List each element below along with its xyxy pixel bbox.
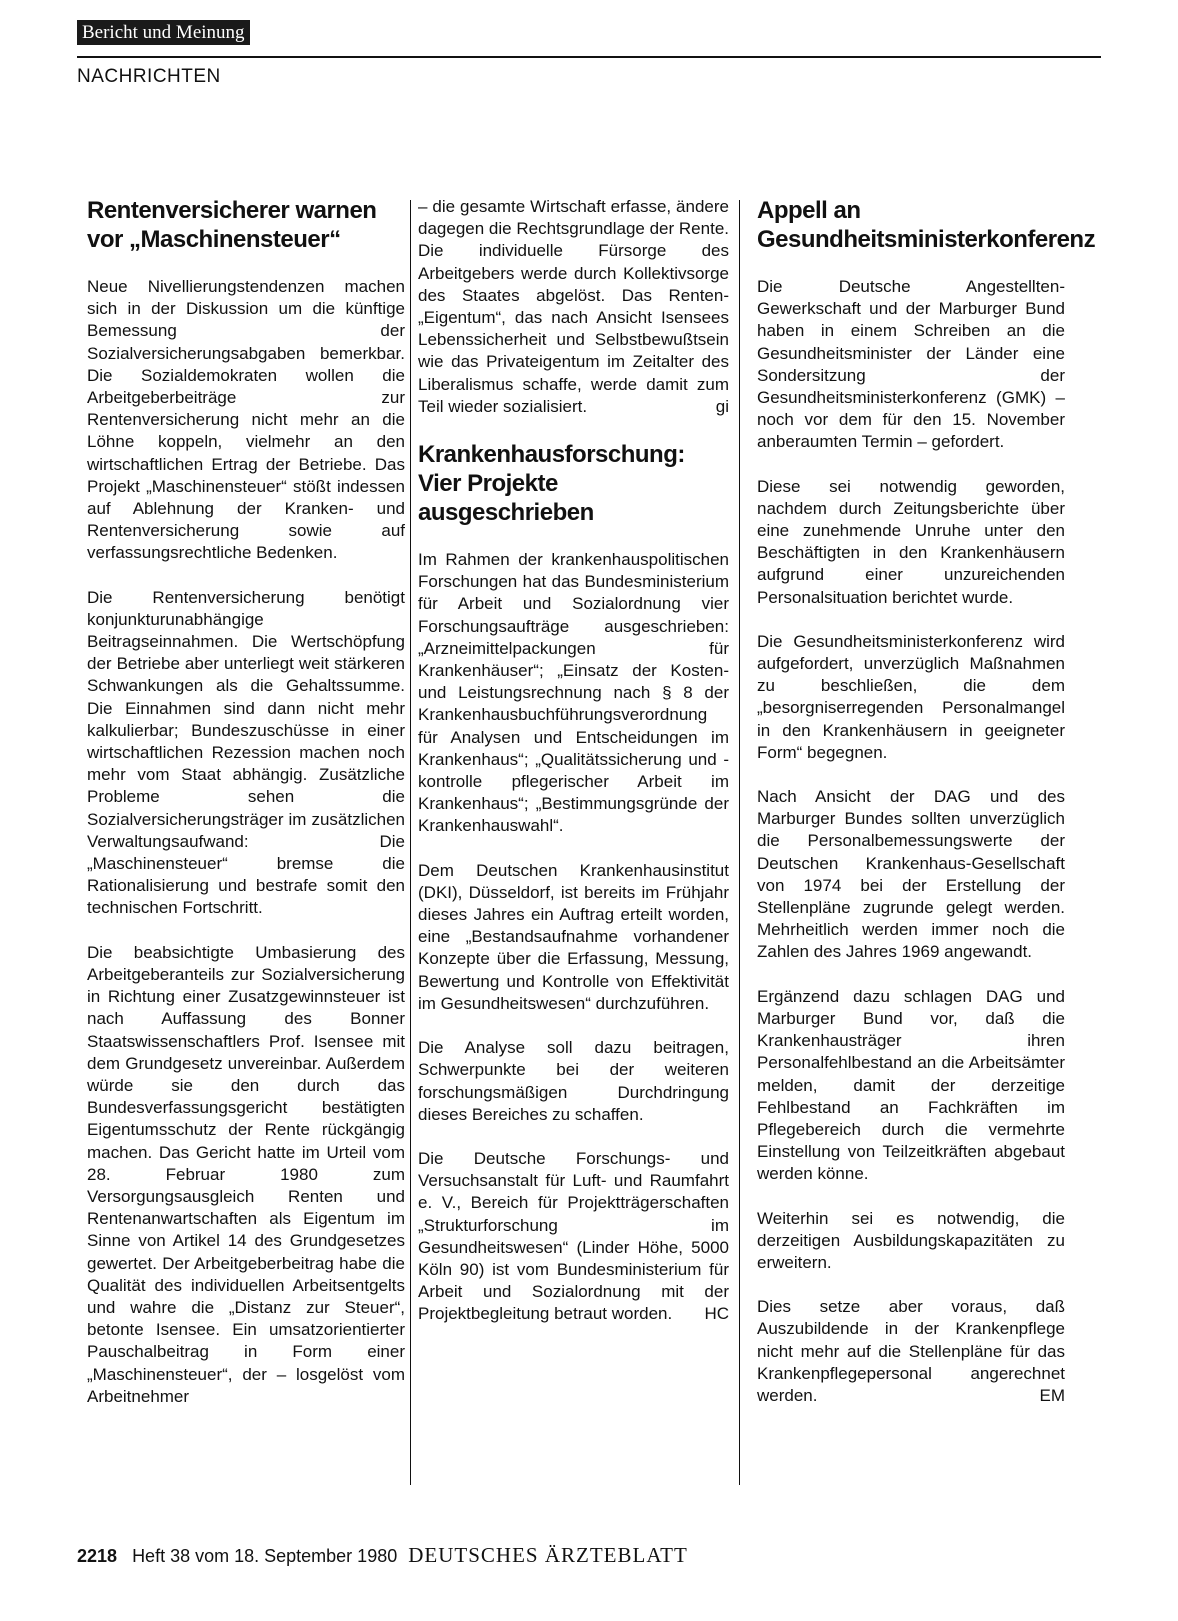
article3-paragraph: Die Gesundheitsministerkonferenz wird aufgefordert, unverzüglich Maßnahmen zu beschließen, die dem „besorgniserregenden Personalmangel in den Krankenhäusern in geeigneter Form“ begegnen. [757,631,1065,762]
article3-paragraph: Nach Ansicht der DAG und des Marburger Bundes sollten unverzüglich die Personalbemessungswerte der Deutschen Krankenhaus-Gesellschaft von 1974 bei der Erstellung der Stellenpläne zugrunde gelegt werden. Mehrheitlich werden immer noch die Zahlen des Jahres 1969 angewandt. [757,787,1065,962]
article1-paragraph: Die Rentenversicherung benötigt konjunkturunabhängige Beitragseinnahmen. Die Wertschöpfung der Betriebe aber unterliegt weit stärkeren Schwankungen als die Gehaltssumme. Die Einnahmen sind dann nicht mehr kalkulierbar; Bundeszuschüsse in einer wirtschaftlichen Rezession machen noch mehr vom Staat abhängig. Zusätzliche Probleme sehen die Sozialversicherungsträger im zusätzlichen Verwaltungsaufwand: Die „Maschinensteuer“ bremse die Rationalisierung und bestrafe somit den technischen Fortschritt. [87,587,405,918]
issue-info: Heft 38 vom 18. September 1980 [132,1546,398,1566]
article2-paragraph: Die Analyse soll dazu beitragen, Schwerpunkte bei der weiteren forschungsmäßigen Durchdringung dieses Bereiches zu schaffen. [418,1038,729,1124]
column-divider [410,200,411,1485]
column-divider [739,200,740,1485]
article3-paragraph-last: Dies setze aber voraus, daß Auszubildende in der Krankenpflege nicht mehr auf die Stellenpläne für das Krankenpflegepersonal angerechnet werden. EM [757,1296,1065,1407]
article3-paragraph: Die Deutsche Angestellten-Gewerkschaft und der Marburger Bund haben in einem Schreiben an die Gesundheitsminister der Länder eine Sondersitzung der Gesundheitsministerkonferenz (GMK) – noch vor dem für den 15. November anberaumten Termin – gefordert. [757,277,1065,452]
column-1 [87,196,405,1430]
article2-paragraph-last: Die Deutsche Forschungs- und Versuchsanstalt für Luft- und Raumfahrt e. V., Bereich für Projektträgerschaften „Strukturforschung im Gesundheitswesen“ (Linder Höhe, 5000 Köln 90) ist vom Bundesministerium für Arbeit und Sozialordnung mit der Projektbegleitung betraut worden. HC [418,1148,729,1326]
journal-name: DEUTSCHES ÄRZTEBLATT [408,1543,688,1567]
header-rule [77,56,1101,58]
article1-paragraph: Die beabsichtigte Umbasierung des Arbeitgeberanteils zur Sozialversicherung in Richtung einer Zusatzgewinnsteuer ist nach Auffassung des Bonner Staatswissenschaftlers Prof. Isensee mit dem Grundgesetz unvereinbar. Außerdem würde sie den durch das Bundesverfassungsgericht bestätigten Eigentumsschutz der Rente rückgängig machen. Das Gericht hatte im Urteil vom 28. Februar 1980 zum Versorgungsausgleich Renten und Rentenanwartschaften als Eigentum im Sinne von Artikel 14 des Grundgesetzes gewertet. Der Arbeitgeberbeitrag habe die Qualität des individuellen Arbeitsentgelts und wahre die „Distanz zur Steuer“, betonte Isensee. Ein umsatzorientierter Pauschalbeitrag in Form einer „Maschinensteuer“, der – losgelöst vom Arbeitnehmer [87,942,405,1406]
article3-paragraph: Weiterhin sei es notwendig, die derzeitigen Ausbildungskapazitäten zu erweitern. [757,1208,1065,1272]
article1-paragraph: Neue Nivellierungstendenzen machen sich in der Diskussion um die künftige Bemessung der Sozialversicherungsabgaben bemerkbar. Die Sozialdemokraten wollen die Arbeitgeberbeiträge zur Rentenversicherung nicht mehr an die Löhne koppeln, vielmehr an den wirtschaftlichen Ertrag der Betriebe. Das Projekt „Maschinensteuer“ stößt indessen auf Ablehnung der Kranken- und Rentenversicherung sowie auf verfassungsrechtliche Bedenken. [87,277,405,563]
article2-signature: HC [704,1304,729,1324]
page-footer [77,1543,688,1568]
section-title: NACHRICHTEN [77,66,221,87]
article2-paragraph: Dem Deutschen Krankenhausinstitut (DKI), Düsseldorf, ist bereits im Frühjahr dieses Jahres ein Auftrag erteilt worden, eine „Bestandsaufnahme vorhandener Konzepte über die Erfassung, Messung, Bewertung und Kontrolle von Effektivität im Gesundheitswesen“ durchzuführen. [418,860,729,1013]
article3-signature: EM [1039,1385,1065,1405]
article1-signature: gi [715,396,729,416]
headline-appell: Appell an Gesundheitsministerkonferenz [757,197,1096,253]
column-3 [757,196,1096,1429]
rubric-label: Bericht und Meinung [77,20,250,45]
article3-paragraph: Diese sei notwendig geworden, nachdem durch Zeitungsberichte über eine zunehmende Unruhe unter den Beschäftigten in den Krankenhäusern aufgrund einer unzureichenden Personalsituation berichtet wurde. [757,476,1065,607]
headline-rentenversicherer: Rentenversicherer warnen vor „Maschinensteuer“ [87,197,377,253]
article3-paragraph: Ergänzend dazu schlagen DAG und Marburger Bund vor, daß die Krankenhausträger ihren Personalfehlbestand an die Arbeitsämter melden, damit der derzeitige Fehlbestand an Fachkräften im Pflegebereich durch die vermehrte Einstellung von Teilzeitkräften abgebaut werden könne. [757,986,1065,1184]
page-number: 2218 [77,1546,118,1566]
column-2 [418,196,729,1348]
headline-krankenhausforschung: Krankenhausforschung: Vier Projekte ausgeschrieben [418,441,685,527]
article1-paragraph-continued: – die gesamte Wirtschaft erfasse, ändere dagegen die Rechtsgrundlage der Rente. Die individuelle Fürsorge des Arbeitgebers werde durch Kollektivsorge des Staates abgelöst. Das Renten-„Eigentum“, das nach Ansicht Isensees Lebenssicherheit und Selbstbewußtsein wie das Privateigentum im Zeitalter des Liberalismus schaffe, werde damit zum Teil wieder sozialisiert. gi [418,196,729,418]
article2-paragraph: Im Rahmen der krankenhauspolitischen Forschungen hat das Bundesministerium für Arbeit und Sozialordnung vier Forschungsaufträge ausgeschrieben: „Arzneimittelpackungen für Krankenhäuser“; „Einsatz der Kosten- und Leistungsrechnung nach § 8 der Krankenhausbuchführungsverordnung für Analysen und Entscheidungen im Krankenhaus“; „Qualitätssicherung und -kontrolle pflegerischer Arbeit im Krankenhaus“; „Bestimmungsgründe der Krankenhauswahl“. [418,550,729,836]
